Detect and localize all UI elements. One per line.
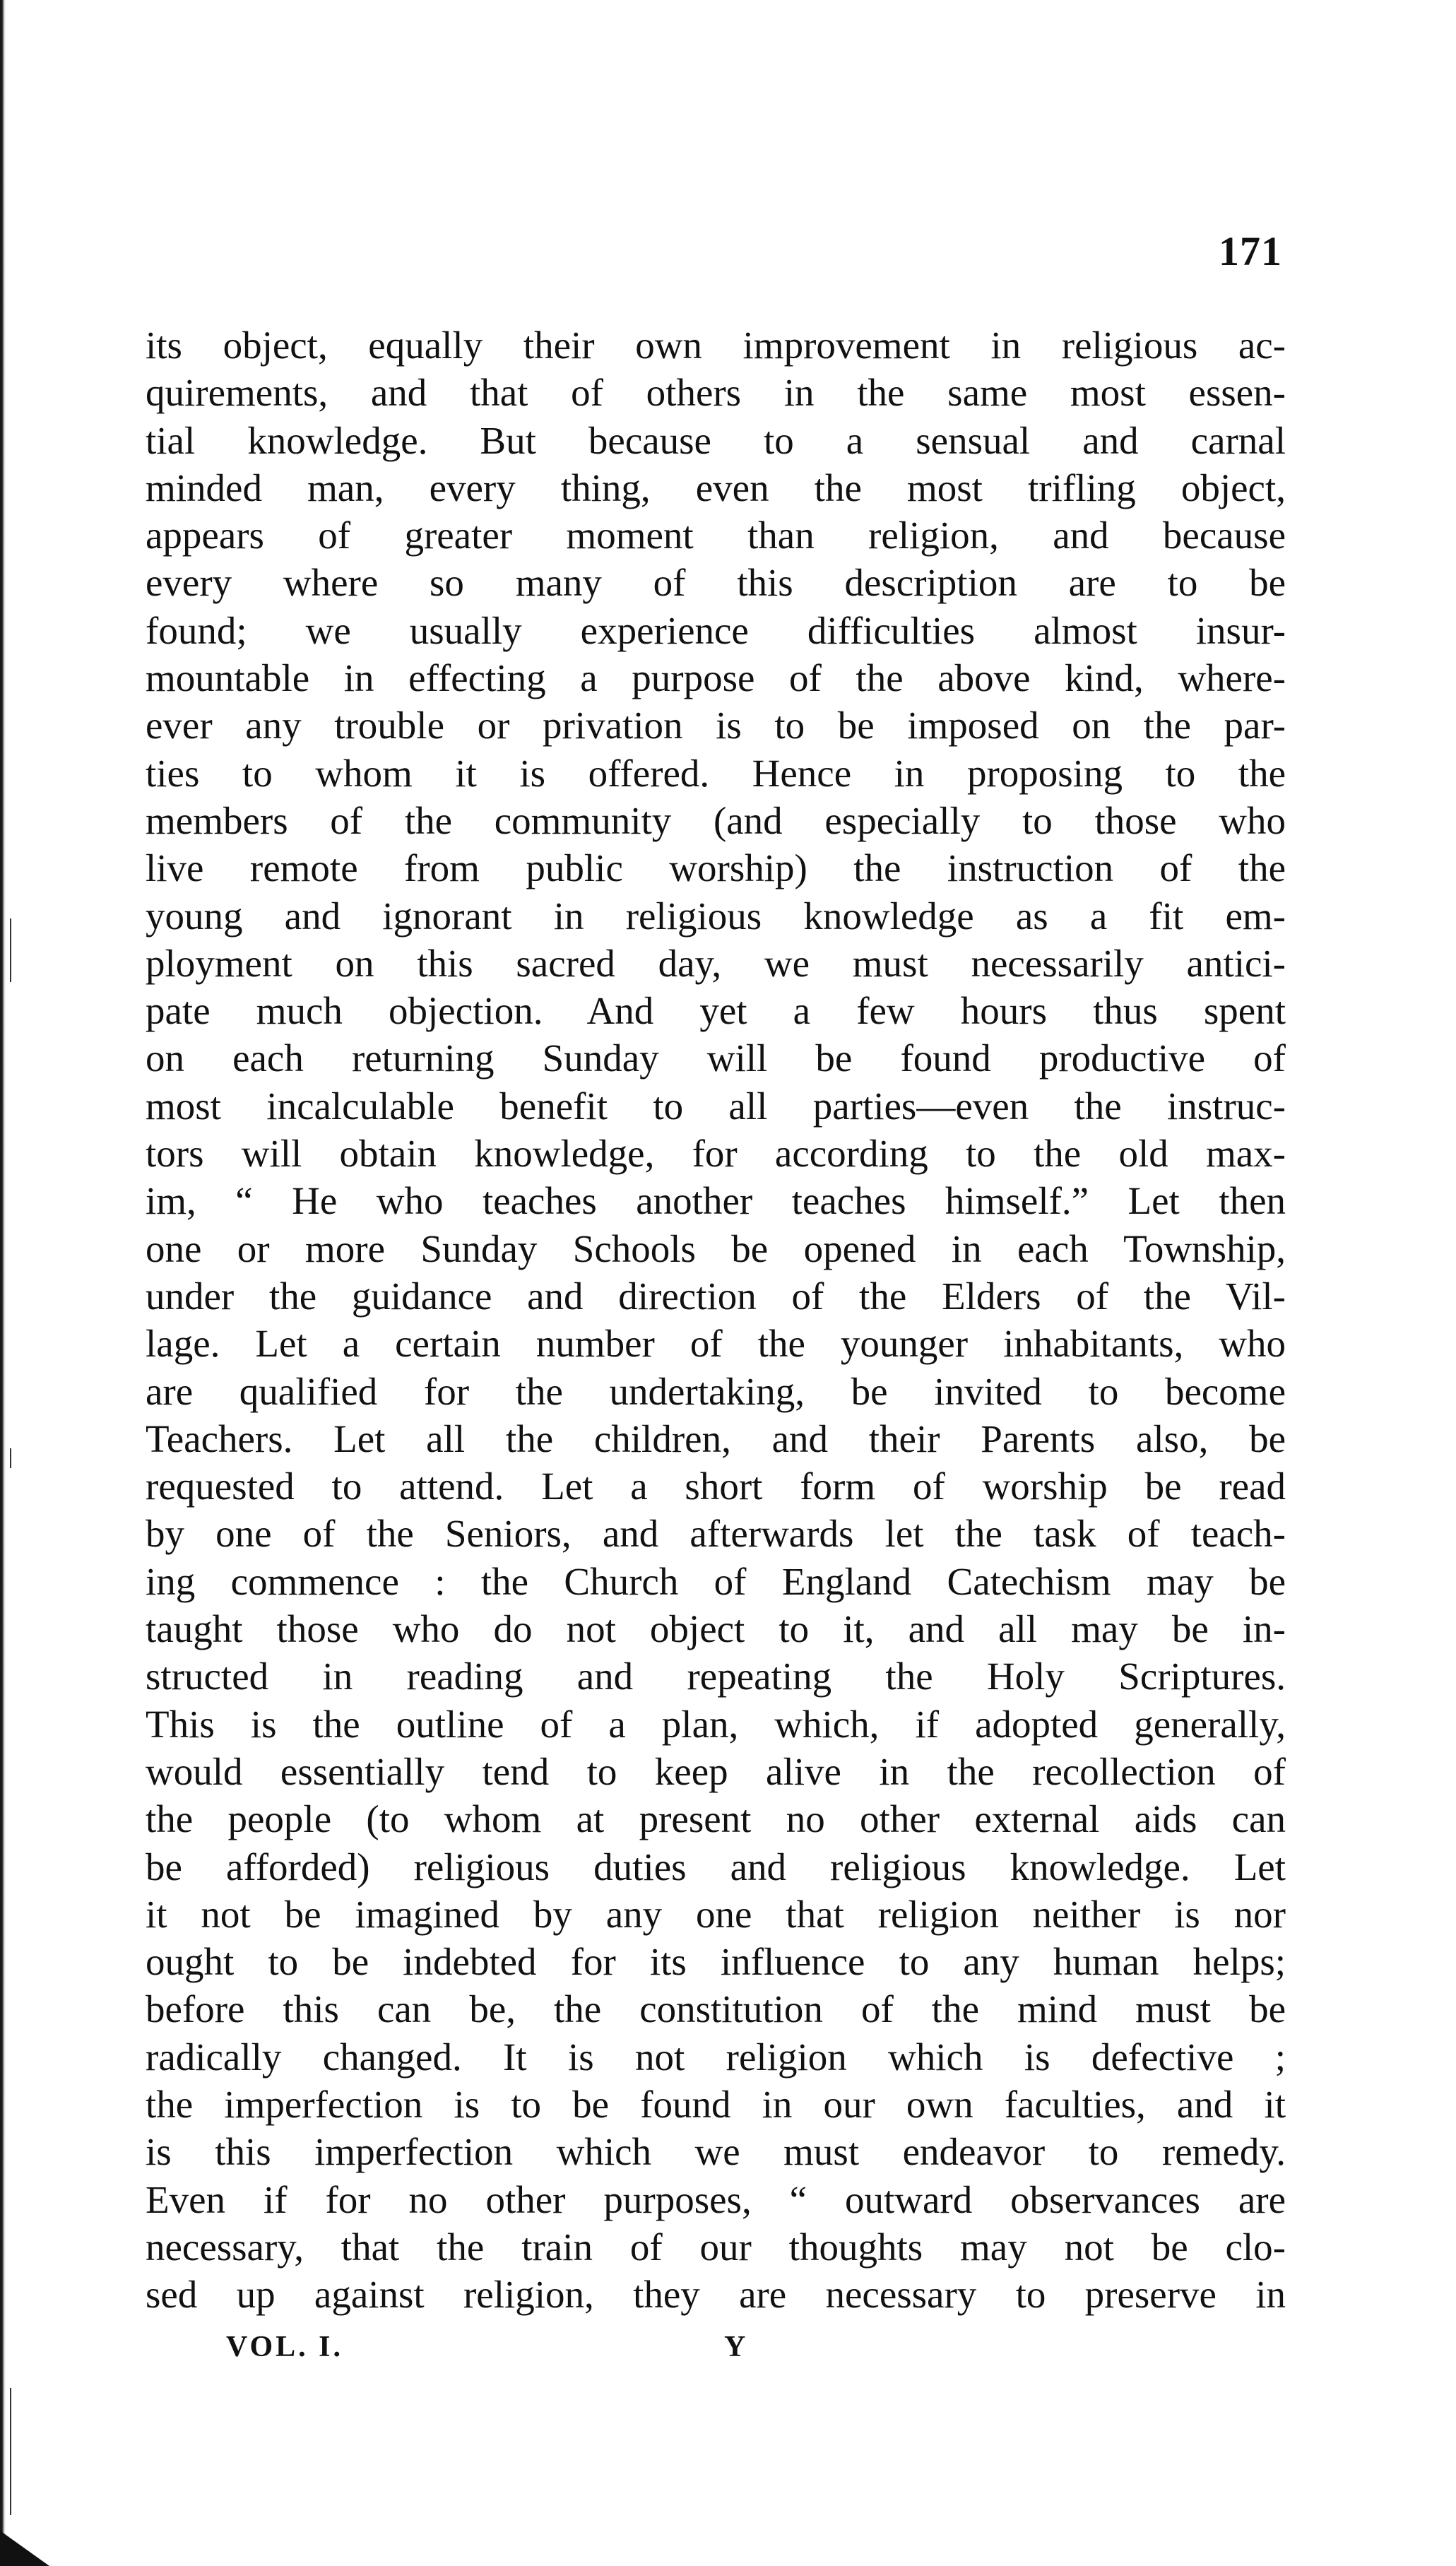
text-line: it not be imagined by any one that religion neither is nor [146,1892,1286,1936]
text-line: requested to attend. Let a short form of worship be read [146,1465,1286,1508]
text-line: ing commence : the Church of England Catechism may be [146,1559,1286,1603]
text-line: every where so many of this description are to be [146,561,1286,605]
text-line: young and ignorant in religious knowledge as a fit em- [146,894,1286,938]
text-line: most incalculable benefit to all parties—even the instruc- [146,1084,1286,1128]
text-line: live remote from public worship) the instruction of the [146,846,1286,890]
text-line: taught those who do not object to it, and all may be in- [146,1607,1286,1651]
text-line: tors will obtain knowledge, for according to the old max- [146,1132,1286,1176]
text-line: appears of greater moment than religion, and because [146,514,1286,557]
text-line: radically changed. It is not religion which is defective ; [146,2035,1286,2079]
text-line: ought to be indebted for its influence to any human helps; [146,1940,1286,1984]
page-binding-edge [0,0,6,2566]
text-line: ties to whom it is offered. Hence in proposing to the [146,751,1286,795]
text-line: pate much objection. And yet a few hours thus spent [146,989,1286,1033]
body-text [146,321,1286,2318]
text-line: Even if for no other purposes, “ outward observances are [146,2177,1286,2221]
text-line: minded man, every thing, even the most trifling object, [146,466,1286,509]
page-corner-shadow [0,2531,49,2566]
spine-mark [10,918,11,982]
text-line: its object, equally their own improvement in religious ac- [146,324,1286,367]
text-line: structed in reading and repeating the Holy Scriptures. [146,1655,1286,1698]
text-line: would essentially tend to keep alive in the recollection of [146,1749,1286,1793]
text-line: one or more Sunday Schools be opened in each Township, [146,1226,1286,1270]
text-line: under the guidance and direction of the Elders of the Vil- [146,1274,1286,1318]
text-line: the imperfection is to be found in our own faculties, and it [146,2082,1286,2126]
text-line: quirements, and that of others in the same most essen- [146,371,1286,415]
text-line: lage. Let a certain number of the younger inhabitants, who [146,1322,1286,1366]
text-line: is this imperfection which we must endeavor to remedy. [146,2130,1286,2174]
text-line: ever any trouble or privation is to be imposed on the par- [146,704,1286,747]
signature-mark: Y [724,2331,749,2363]
text-line: the people (to whom at present no other external aids can [146,1797,1286,1841]
volume-label: VOL. I. [226,2331,344,2363]
text-line: Teachers. Let all the children, and their Parents also, be [146,1417,1286,1460]
text-line: are qualified for the undertaking, be invited to become [146,1369,1286,1413]
text-line: before this can be, the constitution of the mind must be [146,1987,1286,2031]
page-footer [226,2330,791,2372]
page-number: 171 [1219,228,1282,274]
spine-mark [10,1448,11,1468]
text-line: on each returning Sunday will be found productive of [146,1036,1286,1080]
text-line: be afforded) religious duties and religious knowledge. Let [146,1845,1286,1888]
text-line: by one of the Seniors, and afterwards let the task of teach- [146,1512,1286,1556]
text-line: mountable in effecting a purpose of the above kind, where- [146,656,1286,700]
text-line: sed up against religion, they are necessary to preserve in [146,2273,1286,2317]
text-line: members of the community (and especially to those who [146,798,1286,842]
text-line: necessary, that the train of our thoughts may not be clo- [146,2225,1286,2269]
text-line: found; we usually experience difficulties almost insur- [146,608,1286,652]
text-line: im, “ He who teaches another teaches himself.” Let then [146,1179,1286,1223]
text-line: This is the outline of a plan, which, if adopted generally, [146,1702,1286,1746]
text-line: tial knowledge. But because to a sensual and carnal [146,418,1286,462]
text-line: ployment on this sacred day, we must necessarily antici- [146,941,1286,985]
spine-mark [10,2388,11,2515]
